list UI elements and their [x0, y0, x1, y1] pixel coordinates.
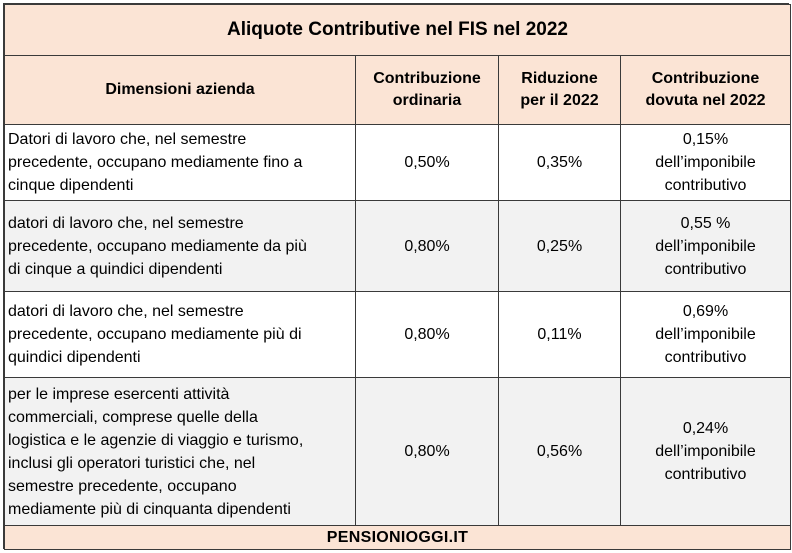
- due-rate-value: 0,15%: [682, 131, 729, 148]
- due-rate: [621, 378, 791, 526]
- description-line: precedente, occupano mediamente più di: [8, 326, 302, 343]
- ordinary-rate: 0,80%: [356, 201, 499, 292]
- reduction-rate: 0,35%: [499, 125, 621, 201]
- ordinary-rate: 0,80%: [356, 292, 499, 378]
- header-reduction: [499, 56, 621, 125]
- description-line: precedente, occupano mediamente fino a: [8, 154, 303, 171]
- description-line: datori di lavoro che, nel semestre: [8, 303, 244, 320]
- table-title: Aliquote Contributive nel FIS nel 2022: [5, 5, 791, 56]
- header-reduction-line2: per il 2022: [520, 92, 599, 109]
- description-line: quindici dipendenti: [8, 349, 141, 366]
- description-line: logistica e le agenzie di viaggio e turismo,: [8, 431, 304, 449]
- due-rate-value: 0,69%: [682, 303, 729, 320]
- footer-source: PENSIONIOGGI.IT: [5, 526, 791, 550]
- description-line: per le imprese esercenti attività: [8, 385, 230, 403]
- header-ordinary-line2: ordinaria: [392, 92, 462, 109]
- due-rate: [621, 292, 791, 378]
- ordinary-rate: 0,50%: [356, 125, 499, 201]
- due-rate: [621, 125, 791, 201]
- header-due: [621, 56, 791, 125]
- table-row: [5, 201, 791, 292]
- header-reduction-line1: Riduzione: [521, 70, 598, 87]
- table-row: [5, 292, 791, 378]
- due-rate-line: contributivo: [664, 260, 747, 278]
- description-line: di cinque a quindici dipendenti: [8, 260, 223, 278]
- ordinary-rate: 0,80%: [356, 378, 499, 526]
- table-row: [5, 378, 791, 526]
- row-description: [5, 292, 356, 378]
- contribution-rates-table-container: [3, 3, 789, 549]
- due-rate-line: dell’imponibile: [655, 326, 756, 343]
- description-line: inclusi gli operatori turistici che, nel: [8, 454, 256, 472]
- due-rate-line: contributivo: [664, 349, 747, 366]
- description-line: cinque dipendenti: [8, 177, 134, 194]
- header-due-line1: Contribuzione: [651, 70, 760, 87]
- due-rate-line: dell’imponibile: [655, 154, 756, 171]
- description-line: commerciali, comprese quelle della: [8, 408, 258, 426]
- reduction-rate: 0,56%: [499, 378, 621, 526]
- due-rate-line: contributivo: [664, 466, 747, 483]
- description-line: datori di lavoro che, nel semestre: [8, 214, 244, 232]
- description-line: semestre precedente, occupano: [8, 477, 237, 495]
- description-line: precedente, occupano mediamente da più: [8, 237, 307, 255]
- reduction-rate: 0,25%: [499, 201, 621, 292]
- reduction-rate: 0,11%: [499, 292, 621, 378]
- description-line: mediamente più di cinquanta dipendenti: [8, 500, 291, 518]
- header-ordinary-line1: Contribuzione: [373, 70, 481, 87]
- contribution-rates-table: [4, 4, 791, 550]
- header-ordinary: [356, 56, 499, 125]
- header-due-line2: dovuta nel 2022: [645, 92, 766, 109]
- row-description: [5, 378, 356, 526]
- due-rate-line: dell’imponibile: [655, 237, 756, 255]
- due-rate: [621, 201, 791, 292]
- due-rate-value: 0,55 %: [680, 214, 731, 232]
- table-row: [5, 125, 791, 201]
- row-description: [5, 201, 356, 292]
- due-rate-line: contributivo: [664, 177, 747, 194]
- header-dimension: Dimensioni azienda: [5, 56, 356, 125]
- row-description: [5, 125, 356, 201]
- due-rate-line: dell’imponibile: [655, 443, 756, 460]
- due-rate-value: 0,24%: [682, 420, 729, 437]
- header-row: [5, 56, 791, 125]
- description-line: Datori di lavoro che, nel semestre: [8, 131, 247, 148]
